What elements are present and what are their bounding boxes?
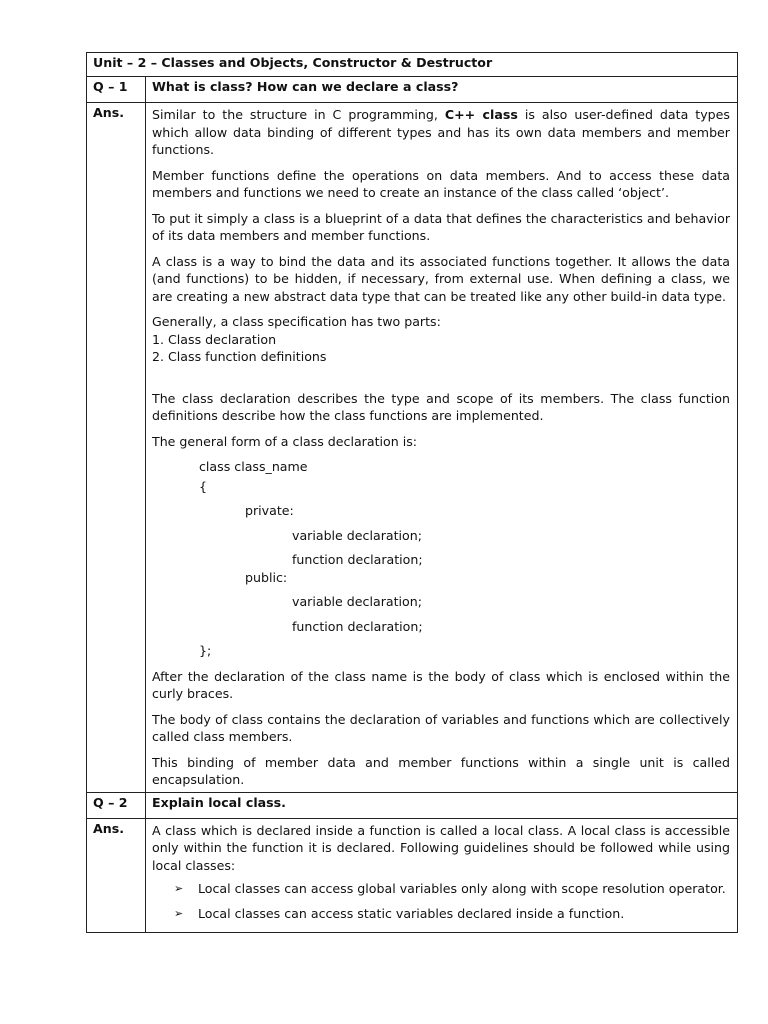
question-row-2 <box>87 792 738 818</box>
answer-1-paragraph-1: Similar to the structure in C programming, C++ class is also user-defined data types which allow data binding of different types and has its own data members and member functions. <box>152 107 730 157</box>
code-line-4: variable declaration; <box>292 527 422 543</box>
answer-1-parts-intro: Generally, a class specification has two parts: <box>152 314 441 329</box>
code-line-9: }; <box>199 643 212 658</box>
answer-body-1 <box>146 103 738 793</box>
question-title-1: What is class? How can we declare a class? <box>146 77 738 103</box>
answer-1-paragraph-6: The class declaration describes the type and scope of its members. The class function definitions describe how the class functions are implemented. <box>152 390 730 423</box>
answer-row-1 <box>87 103 738 793</box>
question-label-1: Q – 1 <box>87 77 146 103</box>
code-line-1: class class_name <box>199 459 308 474</box>
code-line-3: private: <box>245 503 294 518</box>
unit-heading-row <box>87 53 738 77</box>
answer-1-paragraph-8: After the declaration of the class name is the body of class which is enclosed within the curly braces. <box>152 668 730 701</box>
code-block <box>152 458 730 660</box>
answer-1-paragraph-3: To put it simply a class is a blueprint of a data that defines the characteristics and behavior of its data members and member functions. <box>152 210 730 243</box>
question-label-2: Q – 2 <box>87 792 146 818</box>
code-line-2: { <box>199 478 208 494</box>
code-line-7: variable declaration; <box>292 594 422 609</box>
code-line-8: function declaration; <box>292 618 423 634</box>
answer-1-part-1: 1. Class declaration <box>152 331 277 347</box>
spacer <box>152 366 730 390</box>
answer-1-paragraph-10: This binding of member data and member functions within a single unit is called encapsulation. <box>152 754 730 787</box>
code-line-6: public: <box>245 569 288 585</box>
answer-row-2 <box>87 818 738 933</box>
guidelines-list <box>152 880 730 922</box>
answer-1-paragraph-4: A class is a way to bind the data and its associated functions together. It allows the data (and functions) to be hidden, if necessary, from external use. When defining a class, we are creating a new abstract data type that can be treated like any other build-in data type. <box>152 253 730 304</box>
answer-2-paragraph-1: A class which is declared inside a function is called a local class. A local class is accessible only within the function it is declared. Following guidelines should be followed while using local classes: <box>152 822 730 873</box>
answer-1-part-2: 2. Class function definitions <box>152 349 327 364</box>
unit-heading: Unit – 2 – Classes and Objects, Constructor & Destructor <box>87 53 738 77</box>
answer-1-paragraph-9: The body of class contains the declaration of variables and functions which are collectively called class members. <box>152 711 730 744</box>
arrow-bullet-icon: ➢ <box>174 882 184 895</box>
answer-body-2 <box>146 818 738 933</box>
question-row-1 <box>87 77 738 103</box>
answer-label-1: Ans. <box>87 103 146 793</box>
cpp-class-term: C++ class <box>444 107 518 122</box>
notes-table <box>86 52 738 933</box>
answer-label-2: Ans. <box>87 818 146 933</box>
list-item: ➢ Local classes can access global variables only along with scope resolution operator. <box>174 881 726 896</box>
list-item: ➢ Local classes can access static variables declared inside a function. <box>174 905 625 921</box>
question-title-2: Explain local class. <box>146 792 738 818</box>
code-line-5: function declaration; <box>292 552 423 567</box>
arrow-bullet-icon: ➢ <box>174 906 184 920</box>
answer-1-paragraph-2: Member functions define the operations on data members. And to access these data members and functions we need to create an instance of the class called ‘object’. <box>152 167 730 200</box>
answer-1-paragraph-7: The general form of a class declaration is: <box>152 433 417 449</box>
